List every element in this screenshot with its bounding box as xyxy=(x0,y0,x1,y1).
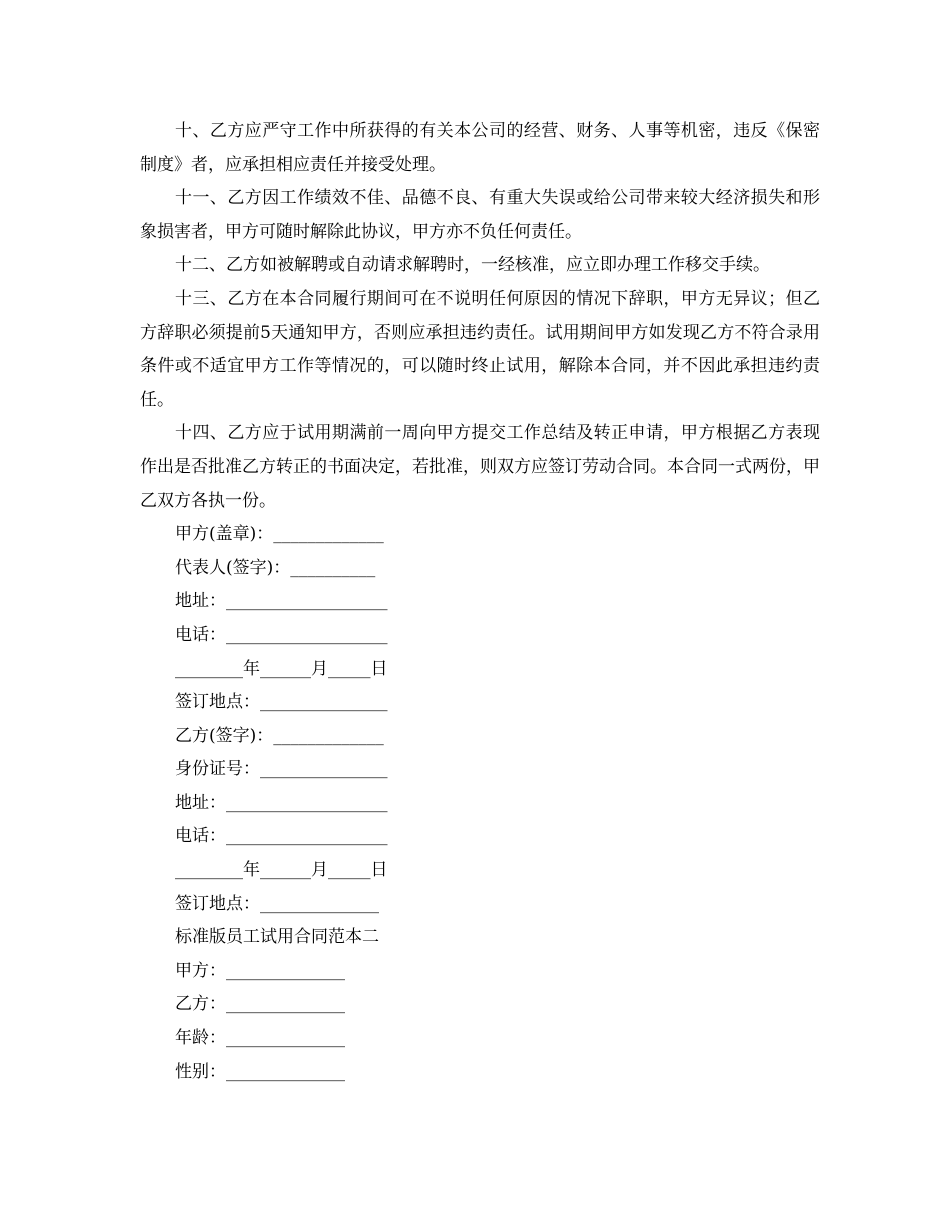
clause-12: 十二、乙方如被解聘或自动请求解聘时，一经核准，应立即办理工作移交手续。 xyxy=(175,255,770,276)
party-b-signature-line: 乙方(签字)：_____________ xyxy=(175,725,384,746)
second-contract-section xyxy=(140,921,820,1089)
second-contract-title: 标准版员工试用合同范本二 xyxy=(175,927,379,948)
party-b-address-line: 地址：___________________ xyxy=(175,792,388,813)
party-a-representative-line: 代表人(签字)：__________ xyxy=(175,557,376,578)
party-b-signature-block xyxy=(140,720,820,922)
clause-10: 十、乙方应严守工作中所获得的有关本公司的经营、财务、人事等机密，违反《保密制度》者，应承担相应责任并接受处理。 xyxy=(140,121,820,175)
party-b-date-line: ________年______月_____日 xyxy=(175,860,388,881)
second-contract-party-b-line: 乙方：______________ xyxy=(175,994,345,1015)
party-a-date-line: ________年______月_____日 xyxy=(175,658,388,679)
second-contract-age-line: 年龄：______________ xyxy=(175,1028,345,1049)
party-b-place-line: 签订地点：______________ xyxy=(175,893,379,914)
party-b-id-number-line: 身份证号：_______________ xyxy=(175,759,388,780)
party-a-address-line: 地址：___________________ xyxy=(175,591,388,612)
second-contract-party-a-line: 甲方：______________ xyxy=(175,960,345,981)
party-a-signature-block xyxy=(140,518,820,720)
second-contract-gender-line: 性别：______________ xyxy=(175,1061,345,1082)
clause-13: 十三、乙方在本合同履行期间可在不说明任何原因的情况下辞职，甲方无异议；但乙方辞职必须提前5天通知甲方，否则应承担违约责任。试用期间甲方如发现乙方不符合录用条件或不适宜甲方工作等情况的，可以随时终止试用，解除本合同，并不因此承担违约责任。 xyxy=(140,288,820,410)
clause-11: 十一、乙方因工作绩效不佳、品德不良、有重大失误或给公司带来较大经济损失和形象损害者，甲方可随时解除此协议，甲方亦不负任何责任。 xyxy=(140,188,820,242)
party-a-place-line: 签订地点：_______________ xyxy=(175,692,388,713)
party-a-phone-line: 电话：___________________ xyxy=(175,624,388,645)
clause-14: 十四、乙方应于试用期满前一周向甲方提交工作总结及转正申请，甲方根据乙方表现作出是否批准乙方转正的书面决定，若批准，则双方应签订劳动合同。本合同一式两份，甲乙双方各执一份。 xyxy=(140,423,820,511)
document-body xyxy=(140,115,820,1089)
party-a-seal-line: 甲方(盖章)：_____________ xyxy=(175,524,384,545)
party-b-phone-line: 电话：___________________ xyxy=(175,826,388,847)
